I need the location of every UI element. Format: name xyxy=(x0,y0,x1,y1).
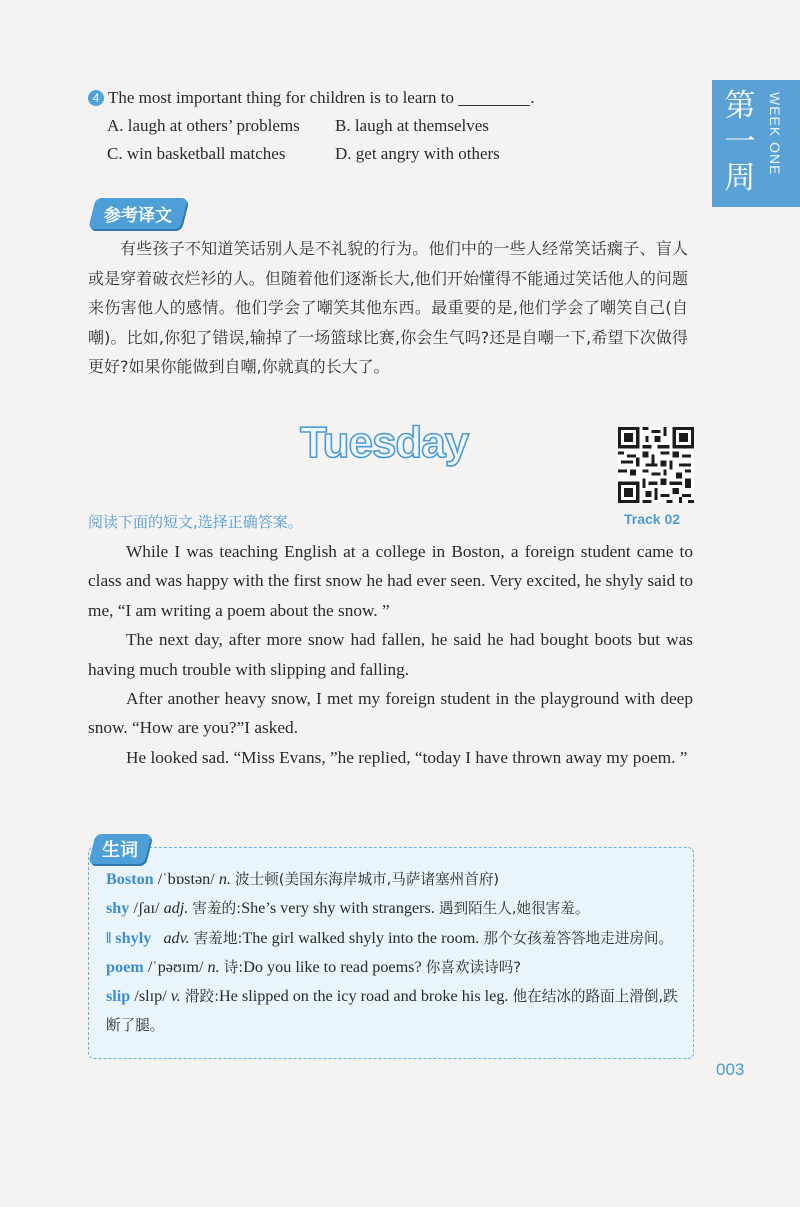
question-options xyxy=(107,112,555,168)
passage-paragraph: He looked sad. “Miss Evans, ”he replied, “today I have thrown away my poem. ” xyxy=(126,747,688,767)
translation-badge-label: 参考译文 xyxy=(104,206,172,226)
vocab-example-cn: 他在结冰的路面上滑倒,跌断了腿。 xyxy=(106,988,678,1035)
vocab-meaning: 诗: xyxy=(223,958,244,976)
vocab-entry xyxy=(106,865,688,894)
vocab-entry xyxy=(106,924,688,953)
option-a: A. laugh at others’ problems xyxy=(107,116,300,135)
option-d: D. get angry with others xyxy=(335,144,500,163)
vocab-example: He slipped on the icy road and broke his leg. xyxy=(218,987,509,1006)
vocab-meaning: 波士顿(美国东海岸城市,马萨诸塞州首府) xyxy=(235,871,500,888)
vocab-pos: adj. xyxy=(163,899,189,918)
vocabulary-badge xyxy=(92,834,148,864)
vocab-example-cn: 遇到陌生人,她很害羞。 xyxy=(438,900,590,918)
answer-blank xyxy=(458,89,530,106)
option-c: C. win basketball matches xyxy=(107,144,286,163)
vocab-word: shy xyxy=(106,899,130,918)
qr-code-icon[interactable] xyxy=(618,427,694,503)
vocab-meaning: 害羞地: xyxy=(193,929,243,947)
question-end: . xyxy=(530,88,535,107)
vocab-pos: v. xyxy=(170,987,181,1006)
vocab-example-cn: 你喜欢读诗吗? xyxy=(425,958,522,976)
vocab-meaning: 害羞的: xyxy=(192,900,242,918)
question-4 xyxy=(88,84,555,168)
vocab-pos: n. xyxy=(207,957,220,976)
vocab-word: poem xyxy=(106,957,144,976)
translation-text: 有些孩子不知道笑话别人是不礼貌的行为。他们中的一些人经常笑话瘸子、盲人或是穿着破衣烂衫的人。但随着他们逐渐长大,他们开始懂得不能通过笑话他人的问题来伤害他人的感情。他们学会了嘲笑其他东西。最重要的是,他们学会了嘲笑自己(自嘲)。比如,你犯了错误,输掉了一场篮球比赛,你会生气吗?还是自嘲一下,希望下次做得更好?如果你能做到自嘲,你就真的长大了。 xyxy=(88,239,688,376)
vocab-entry xyxy=(106,894,688,923)
audio-track-label[interactable]: Track 02 xyxy=(624,511,681,527)
question-stem: The most important thing for children is to learn to xyxy=(107,88,455,107)
vocab-entry xyxy=(106,982,688,1041)
reading-passage xyxy=(88,537,693,772)
section-title: Tuesday xyxy=(300,418,469,467)
passage-paragraph: The next day, after more snow had fallen, he said he had bought boots but was having much trouble with slipping and falling. xyxy=(88,630,693,679)
vocabulary-badge-label: 生词 xyxy=(102,840,138,861)
vocab-word: slip xyxy=(106,987,131,1006)
vocab-phonetic: /ʃaɪ/ xyxy=(133,899,160,918)
vocab-example: Do you like to read poems? xyxy=(243,957,422,976)
week-chinese-label: 第一周 xyxy=(724,88,756,196)
question-number-badge: 4 xyxy=(88,90,104,106)
vocab-example: She’s very shy with strangers. xyxy=(241,899,435,918)
reading-instruction: 阅读下面的短文,选择正确答案。 xyxy=(88,513,303,531)
passage-paragraph: After another heavy snow, I met my foreign student in the playground with deep snow. “How are you?”I asked. xyxy=(88,689,693,738)
vocab-meaning: 滑跤: xyxy=(184,988,219,1006)
vocab-word: Boston xyxy=(106,870,154,888)
translation-badge xyxy=(92,198,184,229)
vocab-phonetic: /ˈbɒstən/ xyxy=(157,870,215,888)
vocab-entry xyxy=(106,953,688,982)
week-english-label: WEEK ONE xyxy=(767,92,783,176)
vocab-word: ‖ shyly xyxy=(106,928,152,947)
passage-paragraph: While I was teaching English at a college in Boston, a foreign student came to class and was happy with the first snow he had ever seen. Very excited, he shyly said to me, “I am writing a poem about the snow. ” xyxy=(88,542,693,620)
vocab-phonetic: /slɪp/ xyxy=(134,987,167,1006)
option-b: B. laugh at themselves xyxy=(335,116,489,135)
vocab-pos: adv. xyxy=(163,928,190,947)
vocab-example-cn: 那个女孩羞答答地走进房间。 xyxy=(483,929,674,947)
vocab-phonetic: /ˈpəʊɪm/ xyxy=(147,957,204,976)
vocab-example: The girl walked shyly into the room. xyxy=(242,928,480,947)
week-side-tab xyxy=(712,80,800,207)
page-number: 003 xyxy=(716,1060,745,1079)
vocabulary-list xyxy=(106,865,688,1041)
vocab-pos: n. xyxy=(218,870,231,888)
